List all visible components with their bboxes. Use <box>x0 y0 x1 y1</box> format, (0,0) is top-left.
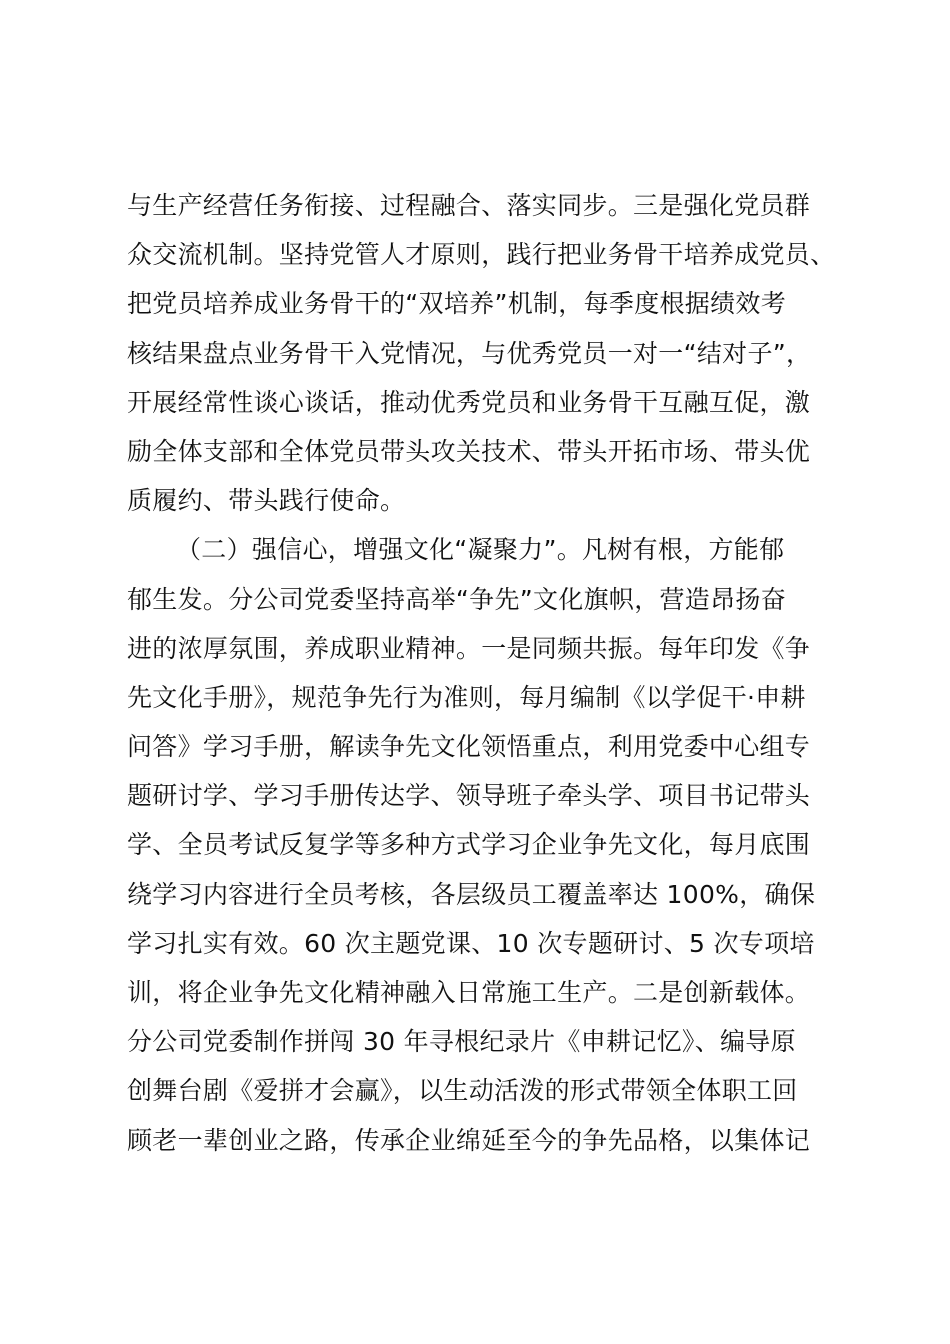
section-heading-line: （二）强信心，增强文化“凝聚力”。凡树有根，方能郁 <box>176 535 785 565</box>
text-line: 把党员培养成业务骨干的“双培养”机制，每季度根据绩效考 <box>127 289 787 319</box>
text-line: 质履约、带头践行使命。 <box>127 486 406 516</box>
text-line: 创舞台剧《爱拼才会赢》，以生动活泼的形式带领全体职工回 <box>127 1076 798 1106</box>
text-line: 核结果盘点业务骨干入党情况，与优秀党员一对一“结对子”， <box>127 338 812 368</box>
text-line: 分公司党委制作拼闯 30 年寻根纪录片《申耕记忆》、编导原 <box>127 1027 796 1057</box>
text-line: 励全体支部和全体党员带头攻关技术、带头开拓市场、带头优 <box>127 436 811 466</box>
text-line: 绕学习内容进行全员考核，各层级员工覆盖率达 100%，确保 <box>127 879 816 909</box>
text-line: 题研讨学、学习手册传达学、领导班子牵头学、项目书记带头 <box>127 781 811 811</box>
text-line: 学习扎实有效。60 次主题党课、10 次专题研讨、5 次专项培 <box>127 928 815 958</box>
text-line: 进的浓厚氛围，养成职业精神。一是同频共振。每年印发《争 <box>127 633 811 663</box>
text-line: 与生产经营任务衔接、过程融合、落实同步。三是强化党员群 <box>127 191 811 220</box>
text-line: 众交流机制。坚持党管人才原则，践行把业务骨干培养成党员、 <box>127 240 836 270</box>
text-line: 顾老一辈创业之路，传承企业绵延至今的争先品格，以集体记 <box>127 1125 811 1155</box>
text-line: 训，将企业争先文化精神融入日常施工生产。二是创新载体。 <box>127 978 811 1007</box>
text-line: 学、全员考试反复学等多种方式学习企业争先文化，每月底围 <box>127 830 811 860</box>
body-text <box>127 181 836 1165</box>
text-line: 郁生发。分公司党委坚持高举“争先”文化旗帜，营造昂扬奋 <box>127 584 787 614</box>
text-line: 问答》学习手册，解读争先文化领悟重点，利用党委中心组专 <box>127 732 811 762</box>
text-line: 先文化手册》，规范争先行为准则，每月编制《以学促干·申耕 <box>127 682 806 712</box>
text-line: 开展经常性谈心谈话，推动优秀党员和业务骨干互融互促，激 <box>127 387 811 417</box>
